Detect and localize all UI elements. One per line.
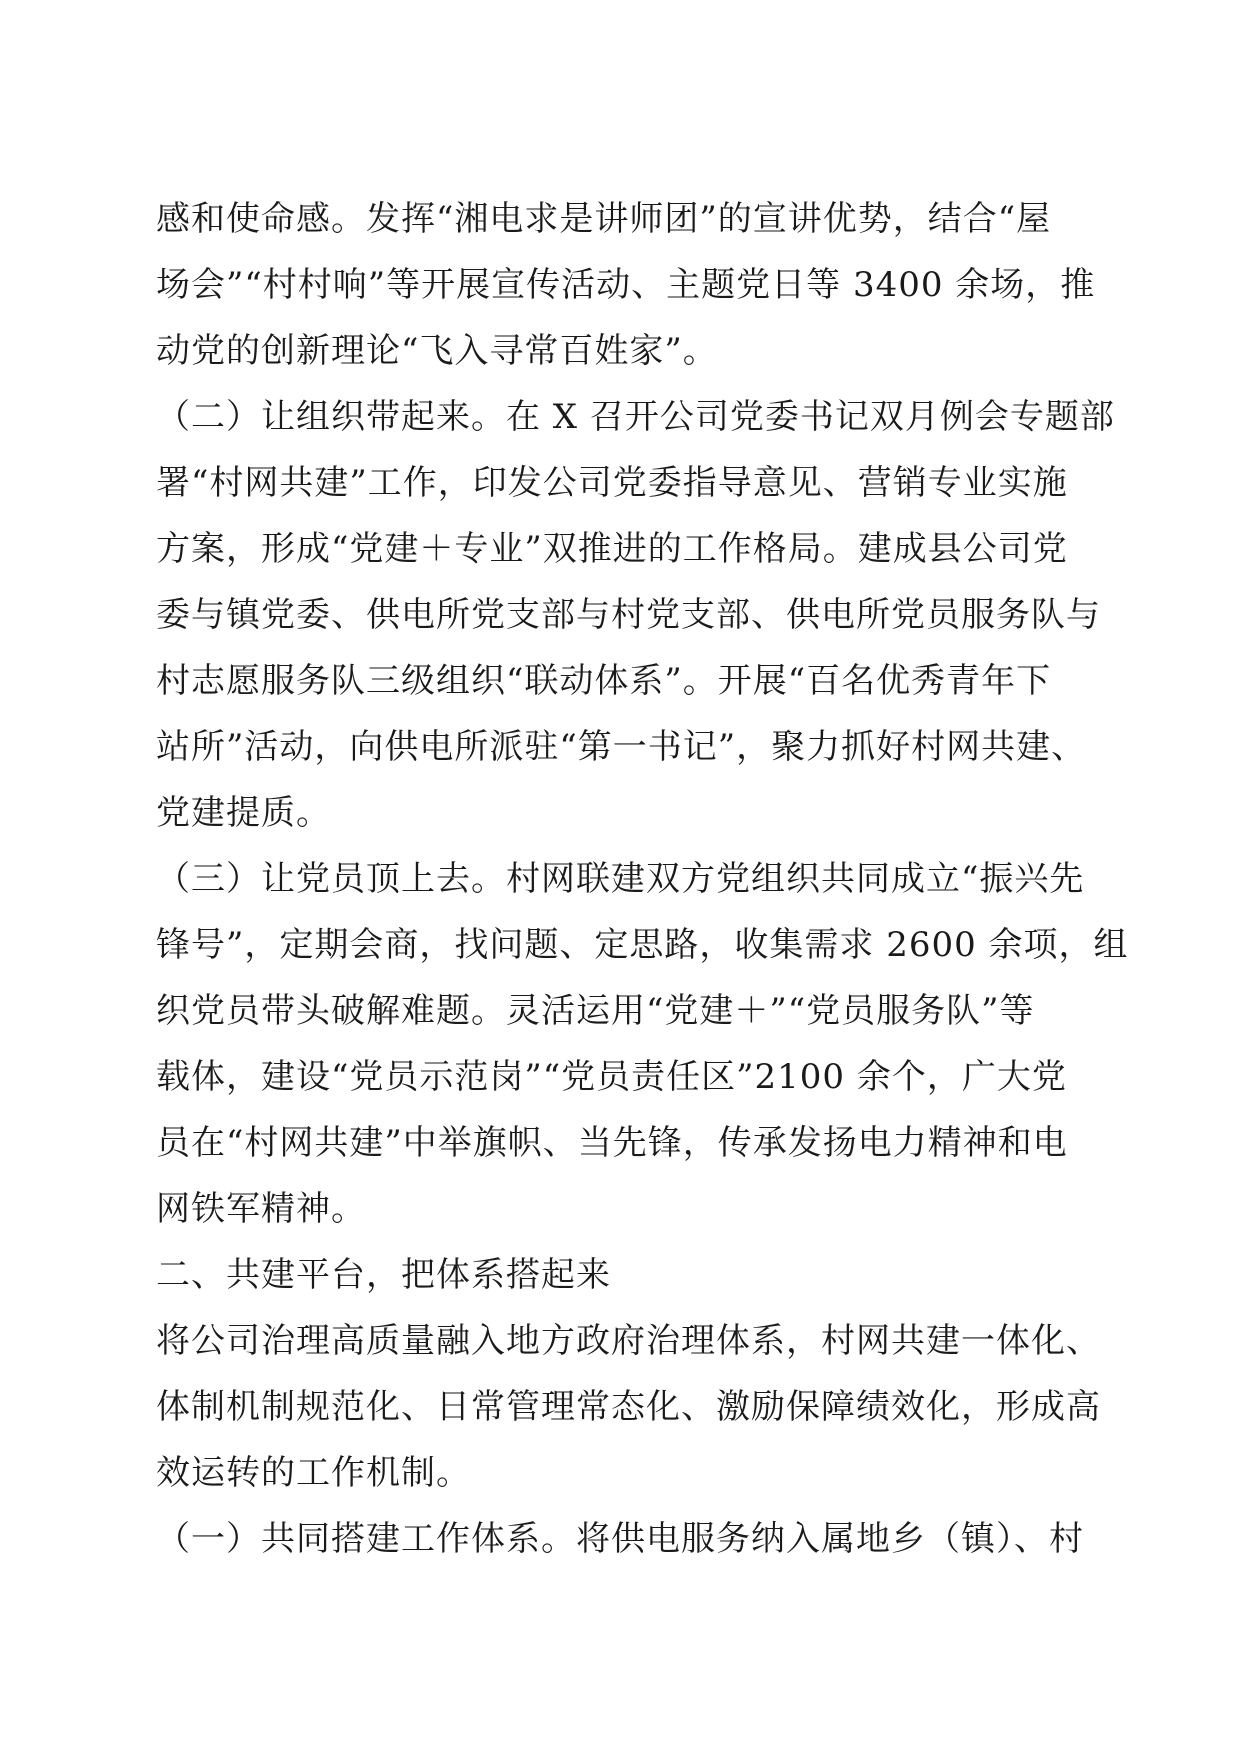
text-line: 村志愿服务队三级组织“联动体系”。开展“百名优秀青年下	[156, 661, 1052, 701]
text-line: 体制机制规范化、日常管理常态化、激励保障绩效化，形成高	[156, 1387, 1101, 1427]
text-line: （二）让组织带起来。在 X 召开公司党委书记双月例会专题部	[156, 397, 1115, 437]
text-line: 党建提质。	[156, 793, 331, 833]
text-line: 方案，形成“党建＋专业”双推进的工作格局。建成县公司党	[156, 529, 1068, 569]
text-line: 员在“村网共建”中举旗帜、当先锋，传承发扬电力精神和电	[156, 1123, 1068, 1163]
text-line: 将公司治理高质量融入地方政府治理体系，村网共建一体化、	[156, 1321, 1101, 1361]
text-line: （一）共同搭建工作体系。将供电服务纳入属地乡（镇）、村	[156, 1519, 1084, 1559]
text-line: 场会”“村村响”等开展宣传活动、主题党日等 3400 余场，推	[156, 265, 1096, 305]
text-line: 锋号”，定期会商，找问题、定思路，收集需求 2600 余项，组	[156, 925, 1129, 965]
paragraph-section-2-1	[156, 1506, 1086, 1572]
text-line: 署“村网共建”工作，印发公司党委指导意见、营销专业实施	[156, 463, 1068, 503]
paragraph-intro-continued	[156, 186, 1096, 384]
paragraph-section-1-3	[156, 846, 1129, 1242]
text-line: （三）让党员顶上去。村网联建双方党组织共同成立“振兴先	[156, 859, 1085, 899]
paragraph-section-2-intro	[156, 1308, 1101, 1506]
text-line: 网铁军精神。	[156, 1189, 366, 1229]
text-line: 织党员带头破解难题。灵活运用“党建＋”“党员服务队”等	[156, 991, 1035, 1031]
text-line: 载体，建设“党员示范岗”“党员责任区”2100 余个，广大党	[156, 1057, 1067, 1097]
text-line: 感和使命感。发挥“湘电求是讲师团”的宣讲优势，结合“屋	[156, 199, 1052, 239]
heading-line: 二、共建平台，把体系搭起来	[156, 1255, 611, 1295]
text-line: 效运转的工作机制。	[156, 1453, 471, 1493]
section-heading-2	[156, 1242, 1086, 1308]
document-body	[156, 186, 1129, 1572]
text-line: 委与镇党委、供电所党支部与村党支部、供电所党员服务队与	[156, 595, 1101, 635]
text-line: 动党的创新理论“飞入寻常百姓家”。	[156, 331, 718, 371]
paragraph-section-1-2	[156, 384, 1115, 846]
text-line: 站所”活动，向供电所派驻“第一书记”，聚力抓好村网共建、	[156, 727, 1087, 767]
